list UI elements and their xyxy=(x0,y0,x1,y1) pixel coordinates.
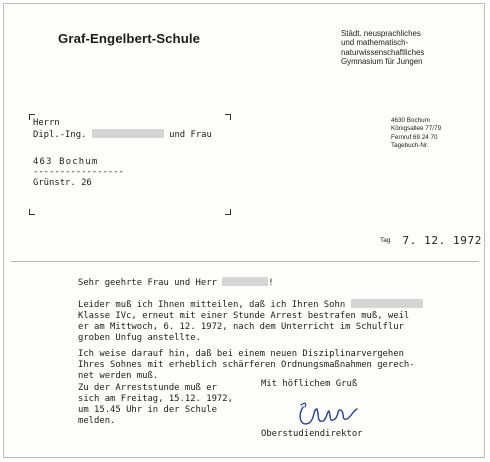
recipient-line-2 xyxy=(33,129,212,141)
school-description-line: Städt. neusprachliches xyxy=(341,29,421,38)
paragraph-3 xyxy=(78,383,233,427)
paragraph-line: er am Mittwoch, 6. 12. 1972, nach dem Unterricht im Schulflur xyxy=(78,322,404,332)
letter-date: 7. 12. 1972 xyxy=(402,234,482,247)
window-corner-mark xyxy=(225,114,231,120)
paragraph-line: sich am Freitag, 15.12. 1972, xyxy=(78,394,233,404)
window-corner-mark xyxy=(29,209,35,215)
redacted-name xyxy=(92,129,164,138)
date-label: Tag xyxy=(380,237,391,244)
paragraph-line: Ich weise darauf hin, daß bei einem neuen Disziplinarvergehen xyxy=(78,349,404,359)
recipient-separator: ----------------- xyxy=(33,167,124,177)
school-description-line: naturwissenschaftliches xyxy=(341,47,425,57)
school-address xyxy=(391,117,441,151)
signature xyxy=(293,397,365,431)
window-corner-mark xyxy=(225,209,231,215)
salutation-mark: ! xyxy=(268,278,274,288)
address-street: Königsallee 77/79 xyxy=(391,125,442,133)
paragraph-line: Zu der Arreststunde muß er xyxy=(78,383,217,393)
paragraph-text: Leider muß ich Ihnen mitteilen, daß ich Ihren Sohn xyxy=(78,300,346,310)
paragraph-line: Klasse IVc, erneut mit einer Stunde Arrest bestrafen muß, weil xyxy=(78,311,410,321)
address-phone: Fernruf 69 24 70 xyxy=(391,133,438,141)
recipient-street: Grünstr. 26 xyxy=(33,178,92,188)
signature-title: Oberstudiendirektor xyxy=(261,429,363,439)
salutation-text: Sehr geehrte Frau und Herr xyxy=(78,278,217,288)
redacted-name xyxy=(222,277,268,286)
paragraph-line: melden. xyxy=(78,416,116,426)
paragraph-1 xyxy=(78,299,423,344)
paragraph-line: Ihres Sohnes mit erheblich schärferen Ordnungsmaßnahmen gerech- xyxy=(78,360,415,370)
date-line xyxy=(380,229,482,248)
school-description-line: und mathematisch- xyxy=(341,38,409,48)
school-name: Graf-Engelbert-Schule xyxy=(58,31,201,46)
recipient-and: und Frau xyxy=(169,130,212,140)
paragraph-line: um 15.45 Uhr in der Schule xyxy=(78,405,217,415)
recipient-title: Dipl.-Ing. xyxy=(33,130,87,140)
paragraph-2 xyxy=(78,349,415,382)
school-description xyxy=(341,29,424,66)
redacted-name xyxy=(351,299,423,308)
fold-line xyxy=(11,261,479,262)
paragraph-line xyxy=(78,299,423,311)
address-city: 4630 Bochum xyxy=(391,117,430,124)
letter-sheet xyxy=(3,3,485,458)
school-description-line: Gymnasium für Jungen xyxy=(341,56,423,66)
paragraph-line: groben Unfug anstellte. xyxy=(78,333,201,343)
recipient-city: 463 Bochum xyxy=(33,157,99,167)
closing: Mit höflichem Gruß xyxy=(261,379,358,389)
address-journal-number: Tagebuch-Nr. xyxy=(391,142,429,150)
paragraph-line: net werden muß. xyxy=(78,371,159,381)
recipient-line-1: Herrn xyxy=(33,118,60,128)
salutation xyxy=(78,277,274,289)
